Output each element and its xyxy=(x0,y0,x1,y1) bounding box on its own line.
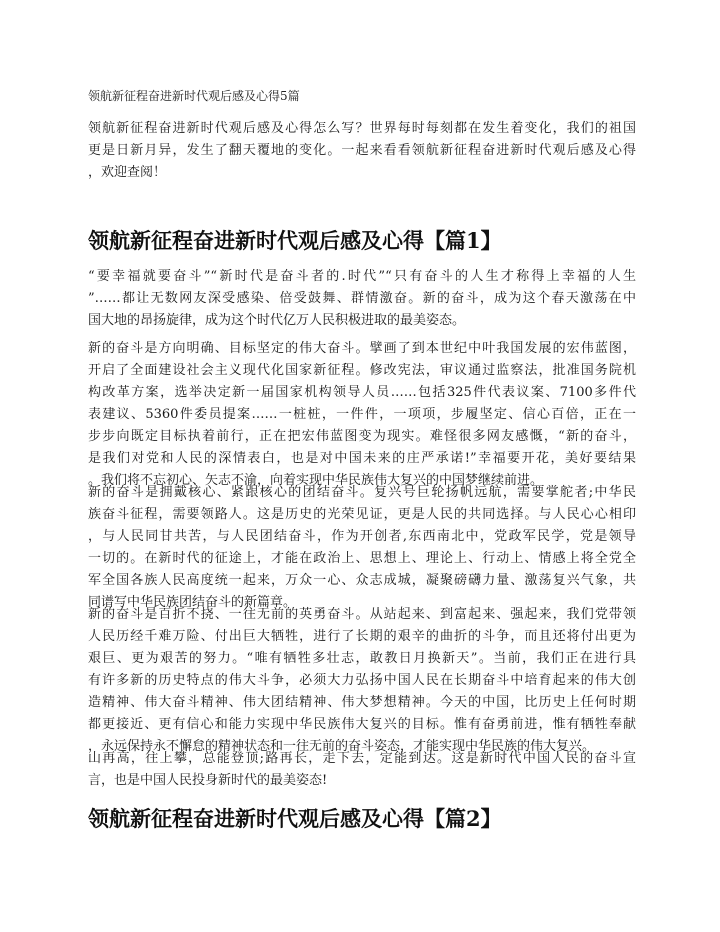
text-line: 同谱写中华民族团结奋斗的新篇章。 xyxy=(88,595,297,610)
text-line: 艰巨、更为艰苦的努力。“唯有牺牲多壮志，敢教日月换新天”。当前，我们正在进行具 xyxy=(88,651,636,666)
paragraph-4 xyxy=(88,604,636,758)
text-line: ，欢迎查阅！ xyxy=(88,165,167,180)
text-line: 言，也是中国人民投身新时代的最美姿态! xyxy=(88,773,328,788)
text-line: 都更接近、更有信心和能力实现中华民族伟大复兴的目标。惟有奋勇前进，惟有牺牲奉献 xyxy=(88,717,636,732)
paragraph-5 xyxy=(88,748,636,792)
text-line: 表建议、5360件委员提案……一桩桩，一件件，一项项，步履坚定、信心百倍，正在一 xyxy=(88,407,636,422)
intro-paragraph xyxy=(88,118,636,184)
text-line: 山再高，往上攀，总能登顶;路再长，走下去，定能到达。这是新时代中国人民的奋斗宣 xyxy=(88,751,636,766)
paragraph-3 xyxy=(88,482,636,614)
text-line: 有许多新的历史特点的伟大斗争，必须大力弘扬中国人民在长期奋斗中培育起来的伟大创 xyxy=(88,673,636,688)
text-line: 新的奋斗是百折不挠、一往无前的英勇奋斗。从站起来、到富起来、强起来，我们党带领 xyxy=(88,607,636,622)
text-line: ”……都让无数网友深受感染、倍受鼓舞、群情激奋。新的奋斗，成为这个春天激荡在中 xyxy=(88,291,636,306)
text-line: 军全国各族人民高度统一起来，万众一心、众志成城，凝聚磅礴力量、激荡复兴气象，共 xyxy=(88,573,636,588)
paragraph-1 xyxy=(88,266,636,332)
paragraph-2 xyxy=(88,338,636,492)
text-line: 步步向既定目标执着前行，正在把宏伟蓝图变为现实。难怪很多网友感慨，“新的奋斗， xyxy=(88,429,636,444)
text-line: 领航新征程奋进新时代观后感及心得怎么写？世界每时每刻都在发生着变化，我们的祖国 xyxy=(88,121,636,136)
text-line: 构改革方案，选举决定新一届国家机构领导人员……包括325件代表议案、7100多件代 xyxy=(88,385,636,400)
text-line: “要幸福就要奋斗”“新时代是奋斗者的.时代”“只有奋斗的人生才称得上幸福的人生 xyxy=(88,269,636,284)
text-line: 新的奋斗是拥戴核心、紧跟核心的团结奋斗。复兴号巨轮扬帆远航，需要掌舵者;中华民 xyxy=(88,485,636,500)
text-line: 新的奋斗是方向明确、目标坚定的伟大奋斗。擘画了到本世纪中叶我国发展的宏伟蓝图， xyxy=(88,341,636,356)
text-line: 造精神、伟大奋斗精神、伟大团结精神、伟大梦想精神。今天的中国，比历史上任何时期 xyxy=(88,695,636,710)
text-line: 族奋斗征程，需要领路人。这是历史的光荣见证，更是人民的共同选择。与人民心心相印 xyxy=(88,507,636,522)
text-line: 一切的。在新时代的征途上，才能在政治上、思想上、理论上、行动上、情感上将全党全 xyxy=(88,551,636,566)
document-title: 领航新征程奋进新时代观后感及心得5篇 xyxy=(88,89,300,103)
text-line: 国大地的昂扬旋律，成为这个时代亿万人民积极进取的最美姿态。 xyxy=(88,313,466,328)
text-line: 。我们将不忘初心、矢志不渝，向着实现中华民族伟大复兴的中国梦继续前进。 xyxy=(88,473,544,488)
text-line: 人民历经千难万险、付出巨大牺牲，进行了长期的艰辛的曲折的斗争，而且还将付出更为 xyxy=(88,629,636,644)
section-heading-1: 领航新征程奋进新时代观后感及心得【篇1】 xyxy=(88,228,502,253)
text-line: 更是日新月异，发生了翻天覆地的变化。一起来看看领航新征程奋进新时代观后感及心得 xyxy=(88,143,636,158)
text-line: 是我们对党和人民的深情表白，也是对中国未来的庄严承诺!”幸福要开花，美好要结果 xyxy=(88,451,636,466)
text-line: 开启了全面建设社会主义现代化国家新征程。修改宪法，审议通过监察法，批准国务院机 xyxy=(88,363,636,378)
text-line: ，永远保持永不懈怠的精神状态和一往无前的奋斗姿态，才能实现中华民族的伟大复兴。 xyxy=(88,739,596,754)
section-heading-2: 领航新征程奋进新时代观后感及心得【篇2】 xyxy=(88,806,502,831)
text-line: ，与人民同甘共苦，与人民团结奋斗，作为开创者,东西南北中，党政军民学，党是领导 xyxy=(88,529,636,544)
